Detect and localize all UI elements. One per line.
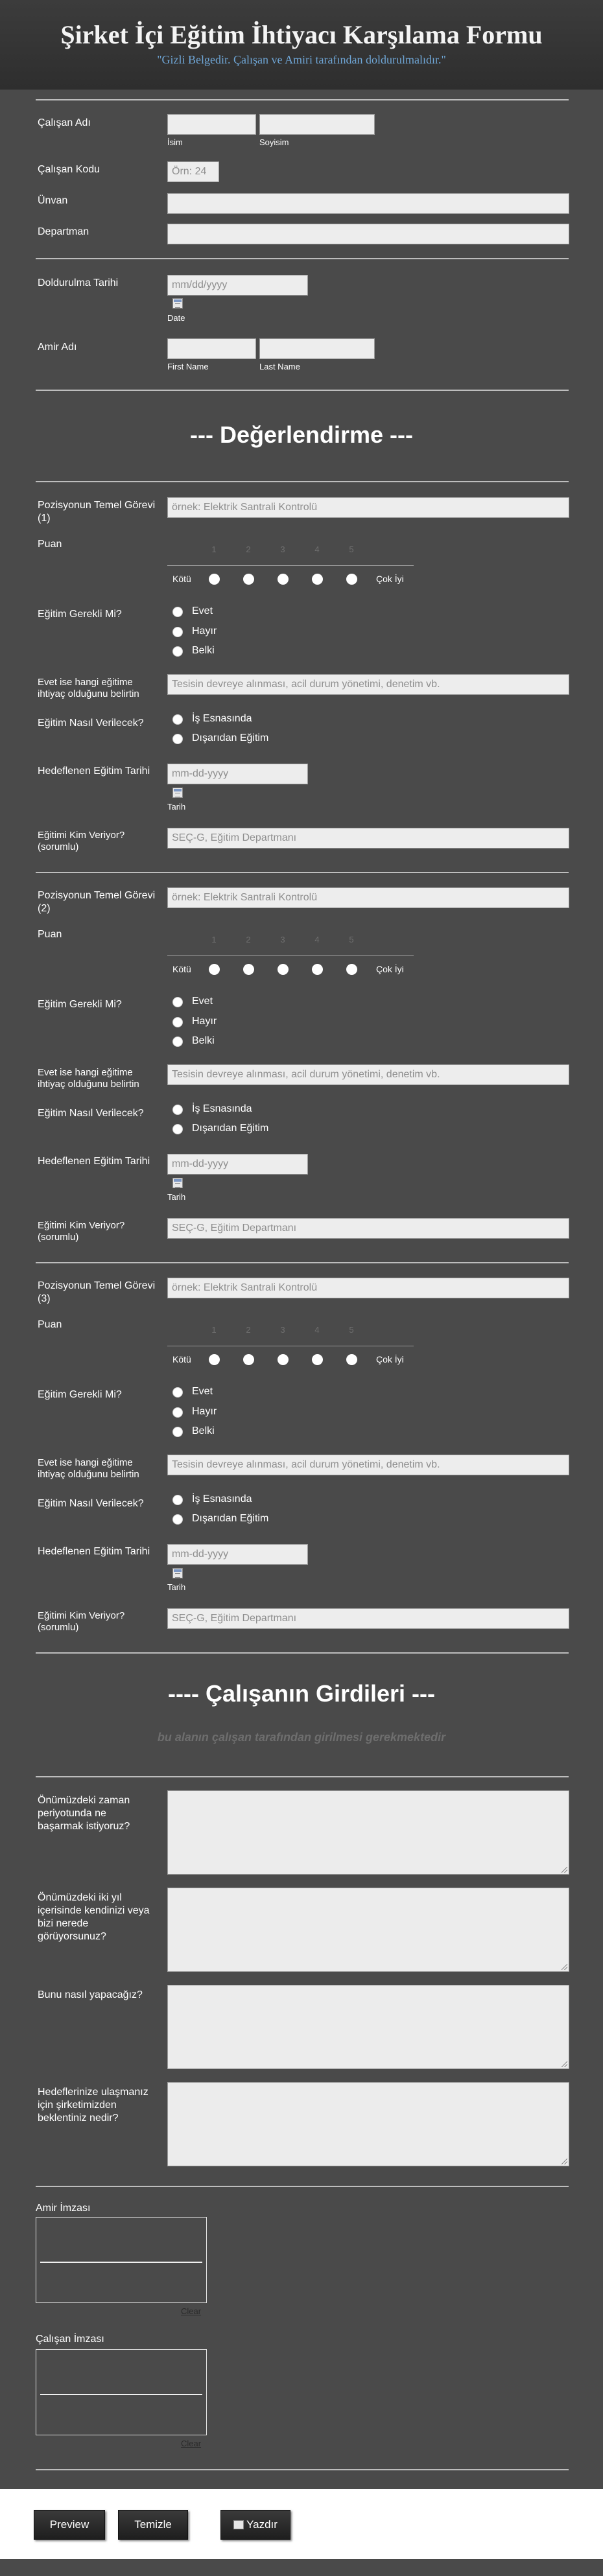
employee-input-section-title: ---- Çalışanın Girdileri --- xyxy=(167,1680,435,1707)
target-date-label: Hedeflenen Eğitim Tarihi xyxy=(38,766,150,777)
which-training-label: Evet ise hangi eğitime ihtiyaç olduğunu belirtin xyxy=(38,677,139,699)
training-required-option: Evet xyxy=(192,996,213,1007)
training-required-radio[interactable] xyxy=(172,607,183,617)
employee-code-label: Çalışan Kodu xyxy=(38,164,100,175)
score-label: Puan xyxy=(38,539,62,550)
training-method-label: Eğitim Nasıl Verilecek? xyxy=(38,1498,144,1509)
resize-grip-icon[interactable] xyxy=(562,1964,567,1970)
job-title-label: Ünvan xyxy=(38,195,68,206)
training-required-radio[interactable] xyxy=(172,1427,183,1437)
training-method-option: İş Esnasında xyxy=(192,1493,252,1505)
manager-last-sublabel: Last Name xyxy=(259,362,300,371)
training-method-option: Dışarıdan Eğitim xyxy=(192,1123,269,1134)
score-radio[interactable] xyxy=(243,964,254,975)
divider xyxy=(36,1262,569,1263)
divider xyxy=(36,2469,569,2470)
manager-last-name-input[interactable] xyxy=(259,338,375,359)
form-header xyxy=(0,0,603,89)
employee-question-label: Hedeflerinize ulaşmanız için şirketimizden beklentiniz nedir? xyxy=(38,2087,148,2124)
task-label: Pozisyonun Temel Görevi (1) xyxy=(38,500,156,524)
target-date-label: Hedeflenen Eğitim Tarihi xyxy=(38,1156,150,1167)
score-label: Puan xyxy=(38,1319,62,1330)
training-required-option: Belki xyxy=(192,1425,215,1436)
scale-high-label: Çok İyi xyxy=(376,964,404,974)
divider xyxy=(36,1652,569,1654)
preview-button-label: Preview xyxy=(49,2518,89,2531)
which-training-input[interactable]: Tesisin devreye alınması, acil durum yönetimi, denetim vb. xyxy=(167,1064,569,1085)
training-required-option: Evet xyxy=(192,1386,213,1397)
scale-number: 1 xyxy=(211,1325,217,1335)
training-method-option: İş Esnasında xyxy=(192,1103,252,1114)
employee-last-name-input[interactable] xyxy=(259,114,375,135)
score-radio[interactable] xyxy=(278,1354,289,1365)
evaluation-section-title: --- Değerlendirme --- xyxy=(189,421,414,448)
scale-number: 2 xyxy=(246,935,251,944)
employee-signature-label: Çalışan İmzası xyxy=(36,2334,104,2345)
manager-signature-clear[interactable]: Clear xyxy=(181,2306,202,2316)
divider xyxy=(36,1776,569,1777)
training-method-option: İş Esnasında xyxy=(192,713,252,724)
scale-divider xyxy=(167,565,414,566)
score-radio[interactable] xyxy=(243,574,254,585)
employee-question-label: Önümüzdeki zaman periyotunda ne başarmak istiyoruz? xyxy=(38,1795,130,1832)
employee-question-label: Önümüzdeki iki yıl içerisinde kendinizi veya bizi nerede görüyorsunuz? xyxy=(38,1892,150,1942)
scale-number: 2 xyxy=(246,544,251,554)
training-method-label: Eğitim Nasıl Verilecek? xyxy=(38,718,144,729)
scale-number: 5 xyxy=(349,1325,354,1335)
preview-button[interactable] xyxy=(34,2510,105,2540)
trainer-label: Eğitimi Kim Veriyor? (sorumlu) xyxy=(38,830,125,852)
task-label: Pozisyonun Temel Görevi (2) xyxy=(38,890,156,914)
form-title: Şirket İçi Eğitim İhtiyacı Karşılama Formu xyxy=(60,20,543,49)
task-input[interactable]: örnek: Elektrik Santrali Kontrolü xyxy=(167,1278,569,1298)
score-radio[interactable] xyxy=(312,1354,323,1365)
last-name-sublabel: Soyisim xyxy=(259,137,289,147)
manager-first-sublabel: First Name xyxy=(167,362,209,371)
target-date-label: Hedeflenen Eğitim Tarihi xyxy=(38,1546,150,1557)
employee-answer-textarea[interactable] xyxy=(167,1790,569,1875)
which-training-input[interactable]: Tesisin devreye alınması, acil durum yönetimi, denetim vb. xyxy=(167,1455,569,1475)
score-radio[interactable] xyxy=(209,1354,220,1365)
target-date-input[interactable]: mm-dd-yyyy xyxy=(167,764,308,784)
task-label: Pozisyonun Temel Görevi (3) xyxy=(38,1280,156,1304)
training-required-radio[interactable] xyxy=(172,1387,183,1398)
task-input[interactable]: örnek: Elektrik Santrali Kontrolü xyxy=(167,497,569,518)
scale-low-label: Kötü xyxy=(172,964,191,974)
training-method-option: Dışarıdan Eğitim xyxy=(192,1513,269,1524)
manager-signature-label: Amir İmzası xyxy=(36,2203,91,2214)
target-date-sublabel: Tarih xyxy=(167,802,186,812)
scale-number: 4 xyxy=(314,544,320,554)
trainer-input[interactable]: SEÇ-G, Eğitim Departmanı xyxy=(167,1218,569,1239)
target-date-input[interactable]: mm-dd-yyyy xyxy=(167,1544,308,1565)
form-footer xyxy=(0,2489,603,2559)
resize-grip-icon[interactable] xyxy=(562,1867,567,1873)
scale-number: 3 xyxy=(280,935,285,944)
task-input[interactable]: örnek: Elektrik Santrali Kontrolü xyxy=(167,887,569,908)
employee-answer-textarea[interactable] xyxy=(167,2082,569,2166)
printer-icon xyxy=(233,2520,244,2529)
employee-signature-clear[interactable]: Clear xyxy=(181,2439,202,2448)
calendar-icon[interactable] xyxy=(172,1178,183,1188)
clear-form-button[interactable] xyxy=(118,2510,188,2540)
trainer-input[interactable]: SEÇ-G, Eğitim Departmanı xyxy=(167,828,569,849)
training-required-radio[interactable] xyxy=(172,1407,183,1418)
trainer-input[interactable]: SEÇ-G, Eğitim Departmanı xyxy=(167,1608,569,1629)
divider xyxy=(36,481,569,482)
signature-line xyxy=(40,2262,202,2263)
clear-button-label: Temizle xyxy=(134,2518,172,2531)
fill-date-sublabel: Date xyxy=(167,313,185,323)
training-required-label: Eğitim Gerekli Mi? xyxy=(38,999,122,1010)
score-radio[interactable] xyxy=(312,964,323,975)
which-training-label: Evet ise hangi eğitime ihtiyaç olduğunu belirtin xyxy=(38,1457,139,1480)
score-label: Puan xyxy=(38,929,62,940)
training-required-option: Belki xyxy=(192,1035,215,1046)
training-required-radio[interactable] xyxy=(172,627,183,637)
target-date-sublabel: Tarih xyxy=(167,1582,186,1592)
employee-first-name-input[interactable] xyxy=(167,114,256,135)
employee-name-label: Çalışan Adı xyxy=(38,117,91,128)
training-required-option: Evet xyxy=(192,605,213,616)
scale-number: 5 xyxy=(349,544,354,554)
training-required-label: Eğitim Gerekli Mi? xyxy=(38,1389,122,1400)
scale-high-label: Çok İyi xyxy=(376,574,404,584)
scale-number: 3 xyxy=(280,544,285,554)
resize-grip-icon[interactable] xyxy=(562,2159,567,2164)
divider xyxy=(36,2186,569,2187)
training-method-radio[interactable] xyxy=(172,1105,183,1115)
score-radio[interactable] xyxy=(278,574,289,585)
manager-first-name-input[interactable] xyxy=(167,338,256,359)
scale-number: 1 xyxy=(211,544,217,554)
trainer-label: Eğitimi Kim Veriyor? (sorumlu) xyxy=(38,1220,125,1243)
scale-number: 4 xyxy=(314,1325,320,1335)
employee-input-note: bu alanın çalışan tarafından girilmesi gerekmektedir xyxy=(157,1731,446,1744)
scale-number: 5 xyxy=(349,935,354,944)
calendar-icon[interactable] xyxy=(172,298,183,309)
trainer-label: Eğitimi Kim Veriyor? (sorumlu) xyxy=(38,1610,125,1633)
employee-signature-pad[interactable] xyxy=(36,2349,207,2435)
scale-divider xyxy=(167,955,414,956)
training-method-radio[interactable] xyxy=(172,714,183,725)
calendar-icon[interactable] xyxy=(172,1568,183,1578)
scale-low-label: Kötü xyxy=(172,574,191,584)
fill-date-label: Doldurulma Tarihi xyxy=(38,277,119,288)
signature-line xyxy=(40,2394,202,2395)
scale-number: 2 xyxy=(246,1325,251,1335)
training-required-label: Eğitim Gerekli Mi? xyxy=(38,609,122,620)
training-required-radio[interactable] xyxy=(172,997,183,1007)
training-required-option: Hayır xyxy=(192,1016,217,1027)
training-method-option: Dışarıdan Eğitim xyxy=(192,732,269,744)
score-radio[interactable] xyxy=(346,964,357,975)
scale-number: 4 xyxy=(314,935,320,944)
training-method-radio[interactable] xyxy=(172,1124,183,1134)
divider xyxy=(36,258,569,259)
manager-signature-pad[interactable] xyxy=(36,2217,207,2303)
training-required-option: Belki xyxy=(192,645,215,656)
job-title-input[interactable] xyxy=(167,193,569,214)
employee-answer-textarea[interactable] xyxy=(167,1888,569,1972)
training-required-option: Hayır xyxy=(192,1406,217,1417)
training-method-radio[interactable] xyxy=(172,1495,183,1505)
training-method-radio[interactable] xyxy=(172,734,183,744)
training-method-label: Eğitim Nasıl Verilecek? xyxy=(38,1108,144,1119)
print-button[interactable] xyxy=(220,2510,290,2540)
scale-high-label: Çok İyi xyxy=(376,1354,404,1364)
target-date-sublabel: Tarih xyxy=(167,1192,186,1202)
fill-date-input[interactable]: mm/dd/yyyy xyxy=(167,275,308,296)
score-radio[interactable] xyxy=(209,964,220,975)
scale-number: 1 xyxy=(211,935,217,944)
employee-question-label: Bunu nasıl yapacağız? xyxy=(38,1989,143,2000)
calendar-icon[interactable] xyxy=(172,788,183,798)
score-radio[interactable] xyxy=(312,574,323,585)
employee-code-input[interactable]: Örn: 24 xyxy=(167,161,219,182)
resize-grip-icon[interactable] xyxy=(562,2061,567,2067)
employee-answer-textarea[interactable] xyxy=(167,1985,569,2069)
training-required-option: Hayır xyxy=(192,626,217,637)
first-name-sublabel: İsim xyxy=(167,137,183,147)
department-input[interactable] xyxy=(167,224,569,244)
scale-number: 3 xyxy=(280,1325,285,1335)
manager-name-label: Amir Adı xyxy=(38,342,77,353)
training-required-radio[interactable] xyxy=(172,646,183,657)
score-radio[interactable] xyxy=(346,1354,357,1365)
training-required-radio[interactable] xyxy=(172,1036,183,1047)
score-radio[interactable] xyxy=(278,964,289,975)
training-required-radio[interactable] xyxy=(172,1017,183,1027)
divider xyxy=(36,99,569,100)
scale-low-label: Kötü xyxy=(172,1354,191,1364)
score-radio[interactable] xyxy=(209,574,220,585)
form-subtitle: "Gizli Belgedir. Çalışan ve Amiri tarafından doldurulmalıdır." xyxy=(157,53,446,66)
which-training-label: Evet ise hangi eğitime ihtiyaç olduğunu belirtin xyxy=(38,1067,139,1090)
score-radio[interactable] xyxy=(346,574,357,585)
score-radio[interactable] xyxy=(243,1354,254,1365)
target-date-input[interactable]: mm-dd-yyyy xyxy=(167,1154,308,1175)
which-training-input[interactable]: Tesisin devreye alınması, acil durum yönetimi, denetim vb. xyxy=(167,674,569,695)
divider xyxy=(36,390,569,391)
divider xyxy=(36,872,569,873)
training-method-radio[interactable] xyxy=(172,1514,183,1525)
print-button-label: Yazdır xyxy=(246,2518,278,2531)
department-label: Departman xyxy=(38,226,89,237)
